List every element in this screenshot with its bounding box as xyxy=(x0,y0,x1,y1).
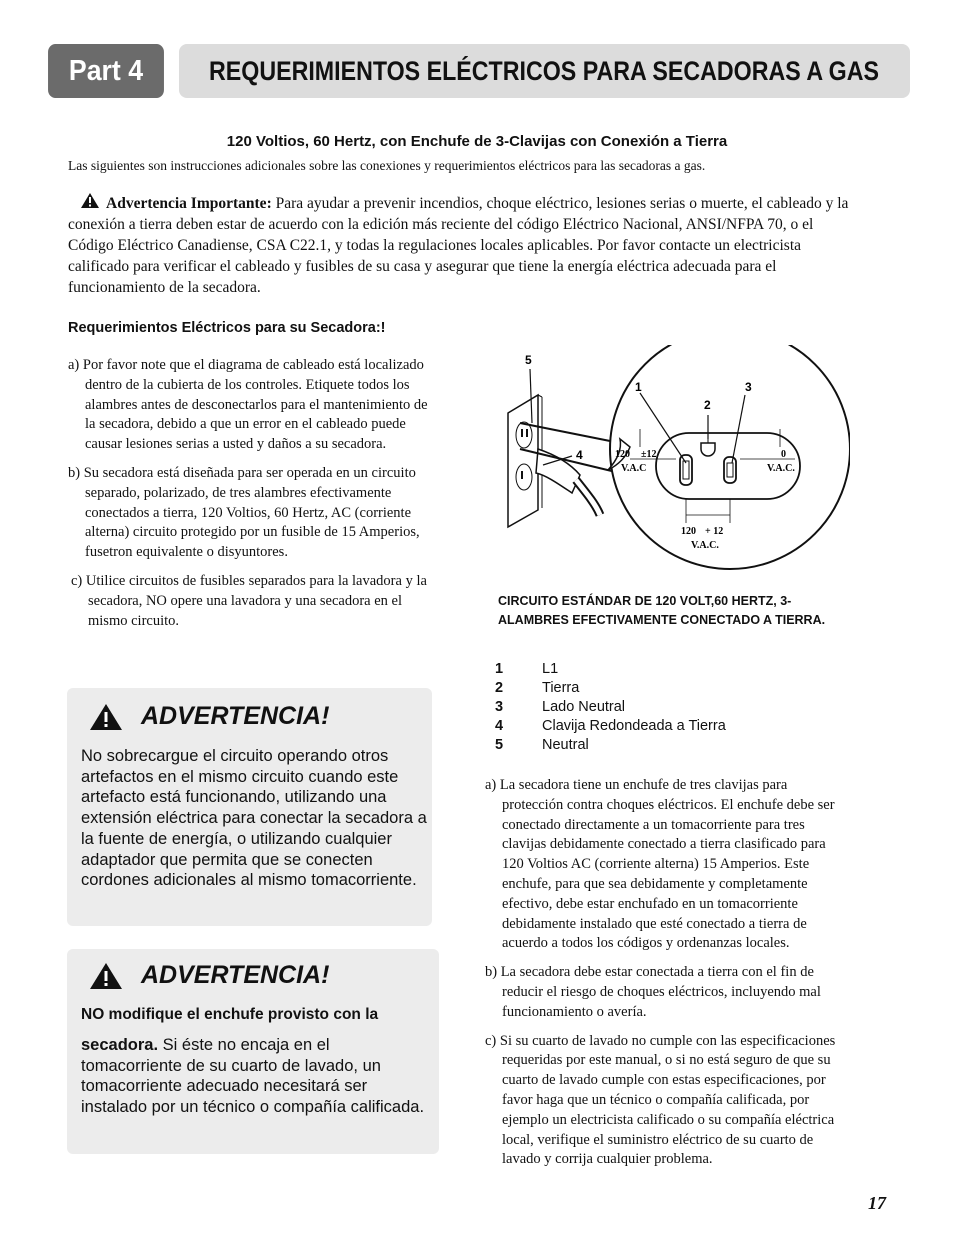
voltage-bottom-unit: V.A.C. xyxy=(691,540,719,551)
warning-triangle-icon xyxy=(80,192,100,209)
warning-title: ADVERTENCIA! xyxy=(141,702,330,730)
subheading: 120 Voltios, 60 Hertz, con Enchufe de 3-Clavijas con Conexión a Tierra xyxy=(226,133,728,150)
page-title: REQUERIMIENTOS ELÉCTRICOS PARA SECADORAS A GAS xyxy=(209,55,880,86)
voltage-right-number: 0 xyxy=(781,449,786,460)
legend-row xyxy=(495,679,726,698)
voltage-left-number: 120 xyxy=(615,449,630,460)
important-warning xyxy=(68,192,858,298)
legend-number: 1 xyxy=(495,661,504,677)
legend-row xyxy=(495,698,726,717)
list-item: b) La secadora debe estar conectada a tierra con el fin de reducir el riesgo de choques eléctricos, incluyendo mal funcionamiento o avería. xyxy=(485,964,821,1020)
warning-body: Si éste no encaja en el tomacorriente de su cuarto de lavado, un tomacorriente adecuado necesitará ser instalado por un técnico o compañía calificada. xyxy=(81,1036,425,1117)
warning-text xyxy=(81,1035,426,1118)
intro-text: Las siguientes son instrucciones adicionales sobre las conexiones y requerimientos eléctricos para las secadoras a gas. xyxy=(68,158,706,173)
voltage-right-unit: V.A.C. xyxy=(767,463,795,474)
warning-triangle-icon xyxy=(89,703,123,731)
list-item: a) La secadora tiene un enchufe de tres clavijas para protección contra choques eléctricos. El enchufe debe ser conectado directamente a un tomacorriente para tres clavijas debidamente conectado a tierra clasificado para 120 Voltios AC (corriente alterna) 15 Amperios. Este enchufe, para que sea debidamente y completamente efectivo, debe estar enchufado en un tomacorriente debidamente instalado que esté conectado a tierra de acuerdo a todos los códigos y ordenanzas locales. xyxy=(485,777,835,952)
voltage-left-tolerance: ±12 xyxy=(641,449,657,460)
callout-3: 3 xyxy=(745,380,752,394)
callout-1: 1 xyxy=(635,380,642,394)
legend-label: L1 xyxy=(542,661,559,677)
callout-5: 5 xyxy=(525,353,532,367)
important-warning-text: Para ayudar a prevenir incendios, choque eléctrico, lesiones serias o muerte, el cableado y la conexión a tierra deben estar de acuerdo con la edición más reciente del código Eléctrico Nacional, ANSI/NFPA 70, o el Código Eléctrico Canadiense, CSA C22.1, y todas la regulaciones locales aplicables. Por favor contacte un electricista calificado para verificar el cableado y fusibles de su casa y asegurar que tiene la energía eléctrica adecuada para el funcionamiento de la secadora. xyxy=(68,195,849,296)
legend-label: Clavija Redondeada a Tierra xyxy=(542,718,726,734)
requirements-list xyxy=(68,356,428,640)
warning-triangle-icon xyxy=(89,962,123,990)
legend-row xyxy=(495,660,726,679)
legend-label: Neutral xyxy=(542,737,589,753)
legend-number: 2 xyxy=(495,680,504,696)
diagram-caption: CIRCUITO ESTÁNDAR DE 120 VOLT,60 HERTZ, 3-ALAMBRES EFECTIVAMENTE CONECTADO A TIERRA. xyxy=(498,594,826,627)
diagram-legend xyxy=(495,660,726,755)
part-label: Part 4 xyxy=(48,44,164,98)
page-number: 17 xyxy=(868,1193,886,1213)
legend-number: 5 xyxy=(495,737,504,753)
list-item: c) Utilice circuitos de fusibles separados para la lavadora y la secadora, NO opere una lavadora y una secadora en el mismo circuito. xyxy=(71,572,427,629)
voltage-bottom-tolerance: + 12 xyxy=(705,526,724,537)
important-warning-label: Advertencia Importante: xyxy=(106,195,272,212)
legend-label: Lado Neutral xyxy=(542,699,626,715)
legend-row xyxy=(495,717,726,736)
voltage-left-unit: V.A.C xyxy=(621,463,647,474)
legend-label: Tierra xyxy=(542,680,580,696)
warning-title: ADVERTENCIA! xyxy=(141,961,330,989)
right-list xyxy=(485,776,847,1179)
legend-number: 4 xyxy=(495,718,504,734)
list-item: a) Por favor note que el diagrama de cableado está localizado dentro de la cubierta de los controles. Etiquete todos los alambres antes de desconectarlos para el mantenimiento de la secadora, debido a que un error en el cableado puede causar lesiones serias a usted y daños a su secadora. xyxy=(68,357,428,453)
warning-bold-word: secadora. xyxy=(81,1036,159,1054)
legend-number: 3 xyxy=(495,699,504,715)
list-item: c) Si su cuarto de lavado no cumple con las especificaciones requeridas por este manual, o si no está seguro de que su cuarto de lavado cumple con estas especificaciones, por favor haga que un técnico o compañía calificada, por ejemplo un electricista calificado o su compañía eléctrica local, verifique el suministro eléctrico de su cuarto de lavado y corrija cualquier problema. xyxy=(485,1032,836,1168)
callout-4: 4 xyxy=(576,448,583,462)
title-bar xyxy=(179,44,910,98)
warning-box xyxy=(67,688,432,926)
warning-bold-line: NO modifique el enchufe provisto con la xyxy=(81,1006,379,1023)
outlet-diagram xyxy=(480,345,850,585)
warning-box xyxy=(67,949,439,1154)
voltage-bottom-number: 120 xyxy=(681,526,696,537)
list-item: b) Su secadora está diseñada para ser operada en un circuito separado, polarizado, de tres alambres efectivamente conectados a tierra, 120 Voltios, 60 Hertz, AC (corriente alterna) circuito protegido por un fusible de 15 Amperios, fusetron equivalente o disyuntores. xyxy=(68,464,420,561)
callout-2: 2 xyxy=(704,398,711,412)
legend-row xyxy=(495,736,726,755)
requirements-heading: Requerimientos Eléctricos para su Secadora:! xyxy=(68,320,386,336)
warning-text: No sobrecargue el circuito operando otros artefactos en el mismo circuito cuando este artefacto está funcionando, utilizando una extensión eléctrica para conectar la secadora a la fuente de energía, o utilizando cualquier adaptador que permita que se conecten cordones adicionales al mismo tomacorriente. xyxy=(81,747,427,890)
